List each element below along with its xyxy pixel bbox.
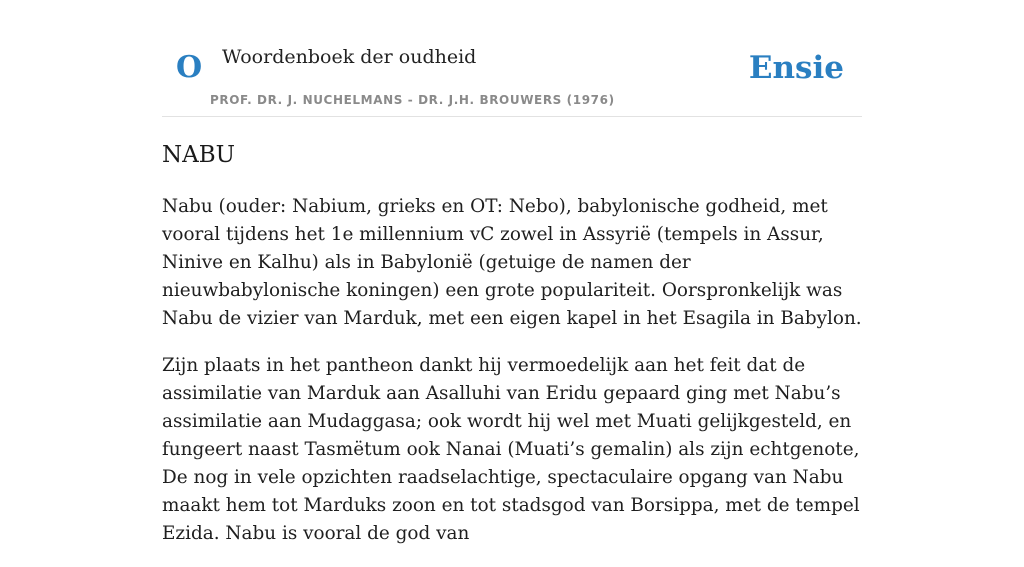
entry-paragraph: Nabu (ouder: Nabium, grieks en OT: Nebo), babylonische godheid, met vooral tijdens het 1e millennium vC zowel in Assyrië (tempels in Assur, Ninive en Kalhu) als in Babylonië (getuige de namen der nieuwbabylonische koningen) een grote populariteit. Oorspronkelijk was Nabu de vizier van Marduk, met een eigen kapel in het Esagila in Babylon. (162, 196, 862, 329)
book-title[interactable]: Woordenboek der oudheid (222, 46, 477, 68)
entry-headword: NABU (162, 142, 236, 168)
entry-body (162, 193, 862, 567)
index-letter[interactable]: O (176, 50, 203, 85)
brand-logo[interactable]: Ensie (748, 50, 844, 86)
entry-paragraph: Zijn plaats in het pantheon dankt hij vermoedelijk aan het feit dat de assimilatie van Marduk aan Asalluhi van Eridu gepaard ging met Nabu’s assimilatie aan Mudaggasa; ook wordt hij wel met Muati gelijkgesteld, en fungeert naast Tasmëtum ook Nanai (Muati’s gemalin) als zijn echtgenote, De nog in vele opzichten raadselachtige, spectaculaire opgang van Nabu maakt hem tot Marduks zoon en tot stadsgod van Borsippa, met de tempel Ezida. Nabu is vooral de god van (162, 355, 860, 544)
book-header (162, 0, 862, 117)
book-authors: PROF. DR. J. NUCHELMANS - DR. J.H. BROUWERS (1976) (210, 93, 615, 107)
